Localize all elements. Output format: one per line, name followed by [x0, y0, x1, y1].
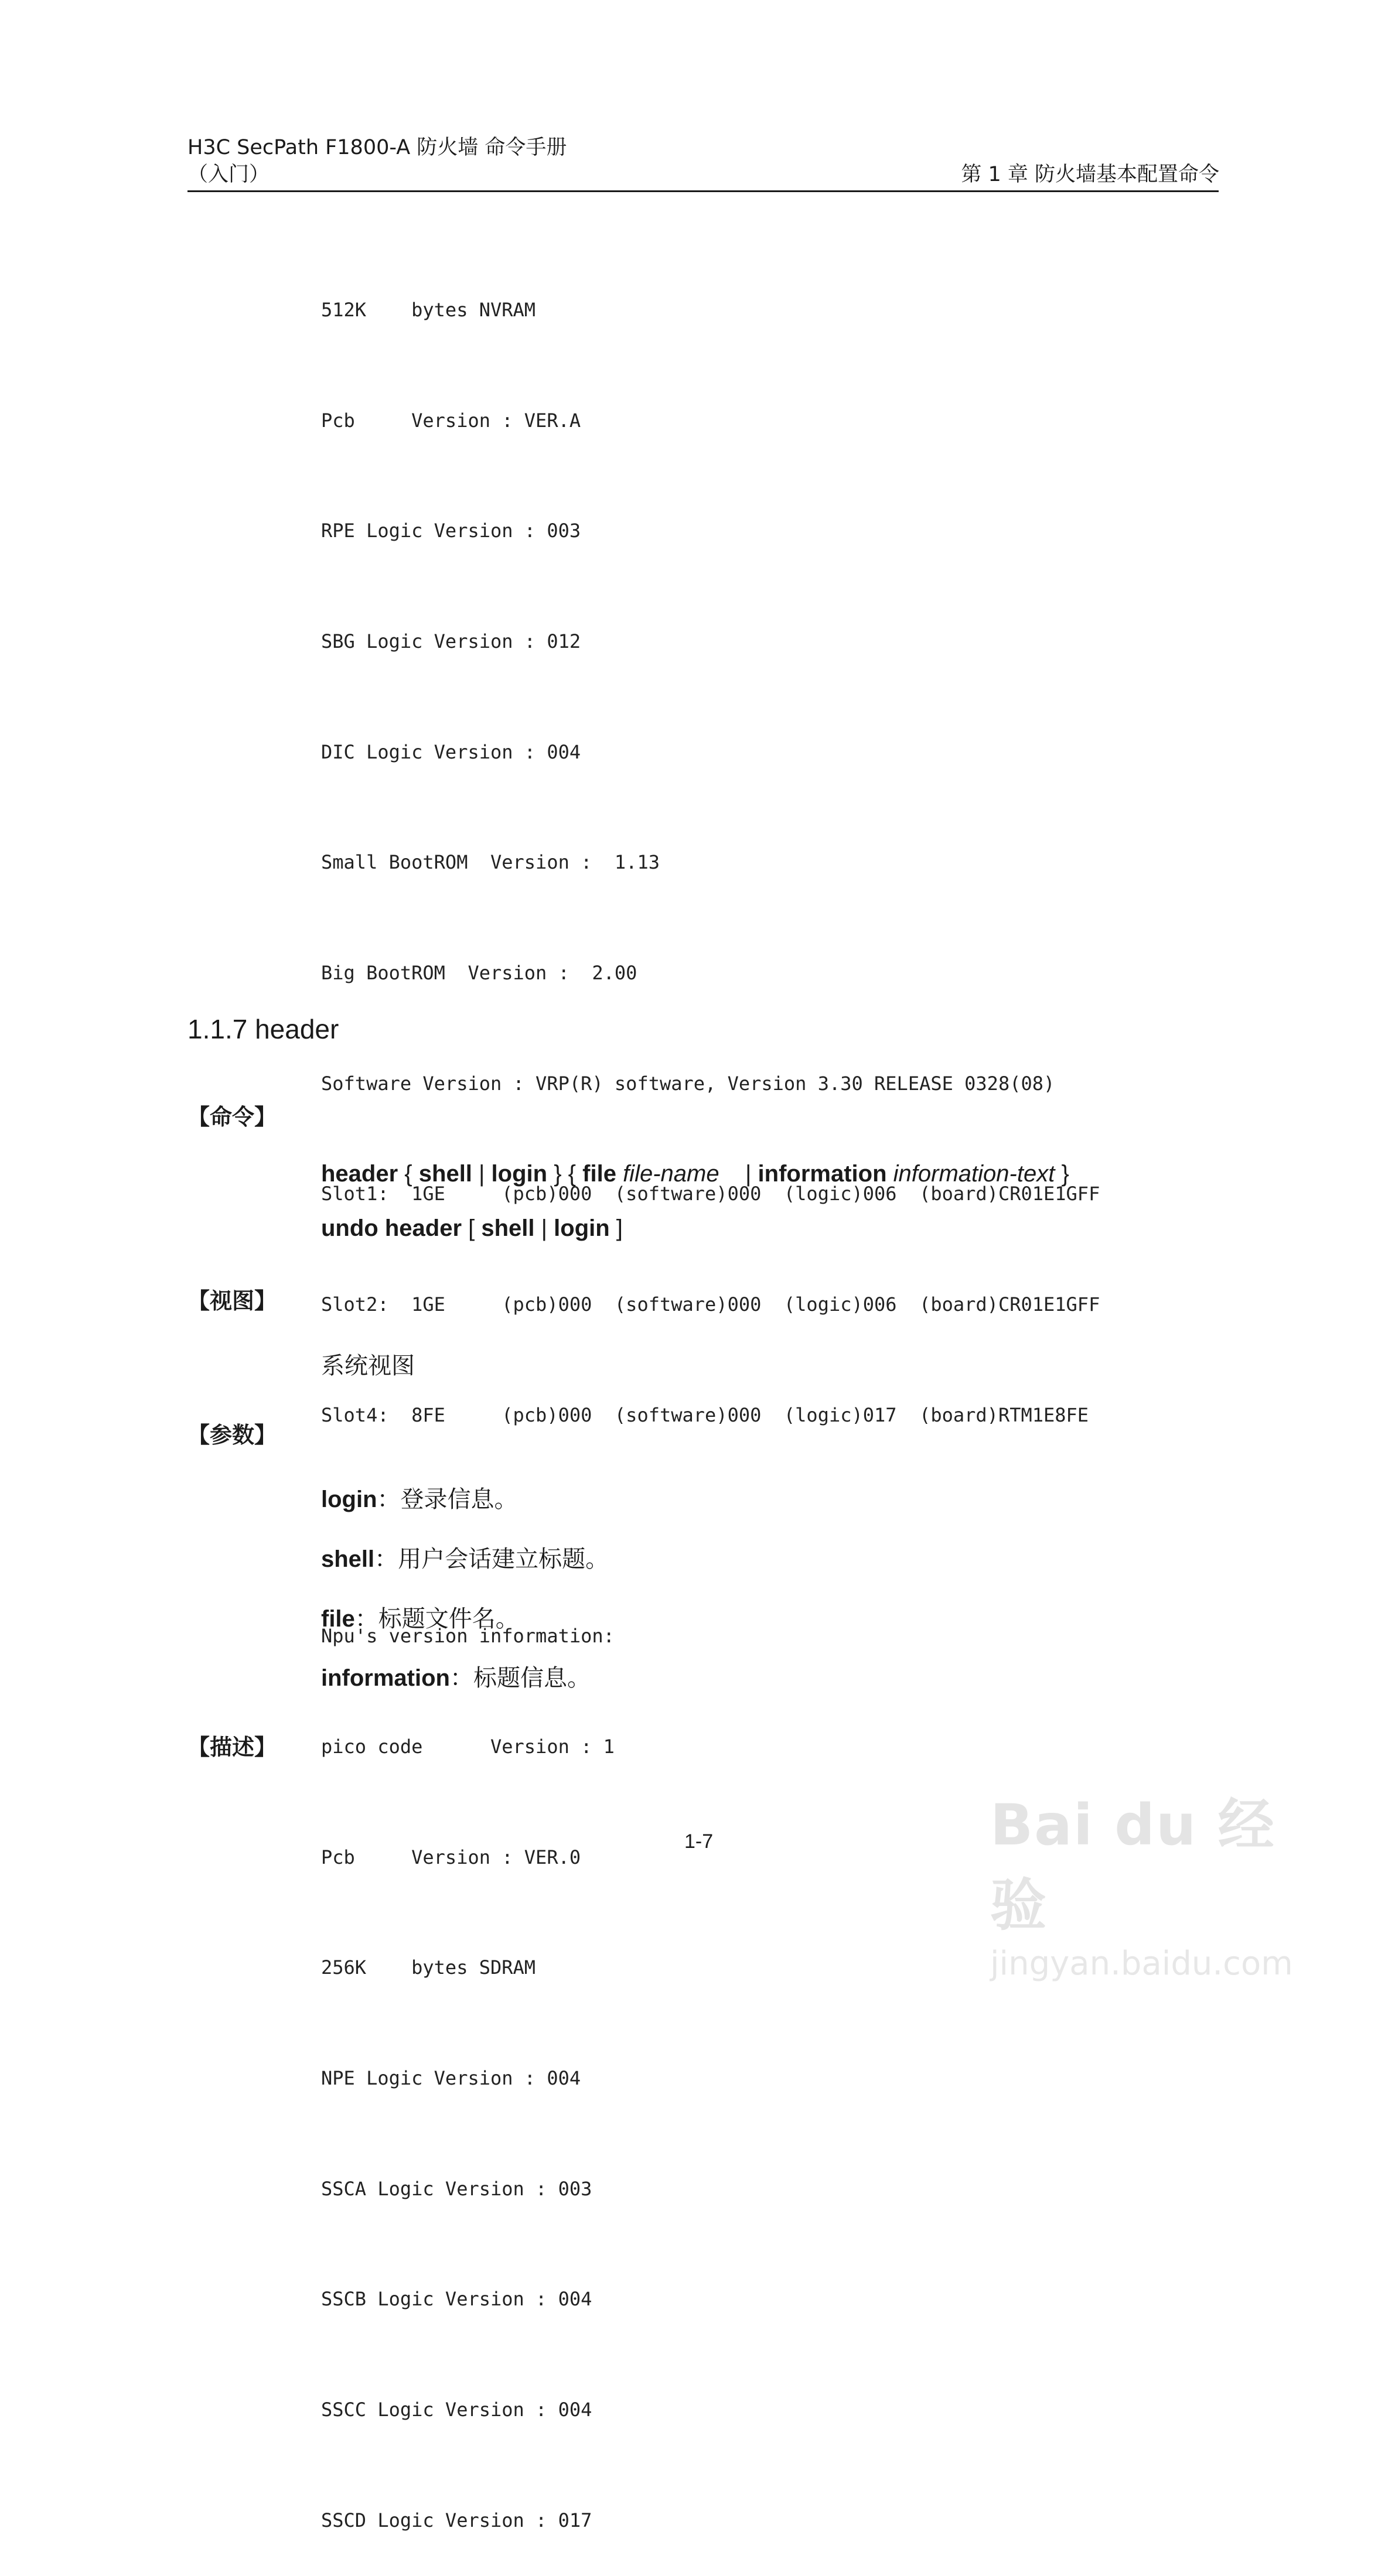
- label-view: 【视图】: [187, 1288, 277, 1314]
- arg-information-text: information-text: [893, 1161, 1055, 1187]
- header-title: H3C SecPath F1800-A 防火墙 命令手册: [187, 136, 567, 159]
- kw-login: login: [491, 1161, 548, 1187]
- code-line: DIC Logic Version : 004: [321, 740, 581, 763]
- label-description: 【描述】: [187, 1734, 277, 1760]
- command-syntax-line: [321, 1161, 1069, 1187]
- undo-command-syntax-line: [321, 1215, 623, 1242]
- param-desc: ：登录信息。: [377, 1486, 518, 1513]
- code-line: Small BootROM Version : 1.13: [321, 851, 660, 874]
- param-desc: ：用户会话建立标题。: [374, 1546, 609, 1573]
- code-line: 512K bytes NVRAM: [321, 298, 536, 321]
- syntax-punct: }: [1055, 1161, 1069, 1187]
- syntax-punct: |: [534, 1215, 554, 1241]
- watermark-url: jingyan.baidu.com: [990, 1945, 1293, 1983]
- param-name: file: [321, 1606, 355, 1632]
- kw-file: file: [582, 1161, 616, 1187]
- code-line: SSCB Logic Version : 004: [321, 2288, 592, 2311]
- version-output-block: [321, 218, 1100, 2576]
- code-line: Pcb Version : VER.A: [321, 409, 581, 432]
- syntax-punct: [616, 1161, 623, 1187]
- code-line: NPE Logic Version : 004: [321, 2067, 581, 2090]
- header-rule: [187, 190, 1219, 192]
- code-line: Npu's version information:: [321, 1625, 615, 1648]
- kw-undo-header: undo header: [321, 1215, 462, 1241]
- kw-login: login: [554, 1215, 610, 1241]
- section-title: 1.1.7 header: [187, 1014, 339, 1044]
- page-number: 1-7: [684, 1830, 714, 1853]
- code-line: Pcb Version : VER.0: [321, 1846, 581, 1868]
- syntax-punct: [887, 1161, 893, 1187]
- code-line: SSCC Logic Version : 004: [321, 2399, 592, 2421]
- param-name: login: [321, 1487, 377, 1512]
- kw-information: information: [758, 1161, 887, 1187]
- code-line: Slot1: 1GE (pcb)000 (software)000 (logic)006 (board)CR01E1GFF: [321, 1183, 1100, 1205]
- code-line: Slot2: 1GE (pcb)000 (software)000 (logic)006 (board)CR01E1GFF: [321, 1293, 1100, 1316]
- kw-header: header: [321, 1161, 398, 1187]
- code-line: SBG Logic Version : 012: [321, 630, 581, 652]
- label-command: 【命令】: [187, 1104, 277, 1130]
- code-line: 256K bytes SDRAM: [321, 1956, 536, 1979]
- header-subtitle: （入门）: [187, 163, 270, 186]
- code-line: SSCA Logic Version : 003: [321, 2177, 592, 2200]
- param-item: [321, 1659, 591, 1693]
- param-item: [321, 1481, 518, 1514]
- syntax-punct: } {: [547, 1161, 583, 1187]
- code-line: RPE Logic Version : 003: [321, 520, 581, 542]
- code-line: SSCD Logic Version : 017: [321, 2509, 592, 2531]
- header-chapter: 第 1 章 防火墙基本配置命令: [961, 163, 1219, 186]
- baidu-watermark: [990, 1781, 1318, 1983]
- view-text: 系统视图: [321, 1352, 415, 1379]
- kw-shell: shell: [481, 1215, 535, 1241]
- param-desc: ：标题信息。: [449, 1665, 591, 1692]
- syntax-punct: [: [462, 1215, 482, 1241]
- arg-file-name: file-name: [623, 1161, 719, 1187]
- syntax-punct: |: [719, 1161, 758, 1187]
- code-line: Slot4: 8FE (pcb)000 (software)000 (logic)017 (board)RTM1E8FE: [321, 1403, 1089, 1426]
- syntax-punct: |: [472, 1161, 492, 1187]
- param-desc: ：标题文件名。: [354, 1605, 519, 1632]
- watermark-logo-text: Bai du 经验: [990, 1792, 1275, 1938]
- param-item: [321, 1540, 609, 1574]
- kw-shell: shell: [418, 1161, 472, 1187]
- label-params: 【参数】: [187, 1422, 277, 1448]
- code-line: Software Version : VRP(R) software, Version 3.30 RELEASE 0328(08): [321, 1072, 1055, 1095]
- param-name: shell: [321, 1546, 375, 1572]
- param-item: [321, 1600, 519, 1634]
- syntax-punct: {: [398, 1161, 419, 1187]
- param-name: information: [321, 1665, 450, 1691]
- syntax-punct: ]: [609, 1215, 623, 1241]
- code-line: pico code Version : 1: [321, 1735, 615, 1758]
- code-line: Big BootROM Version : 2.00: [321, 962, 637, 985]
